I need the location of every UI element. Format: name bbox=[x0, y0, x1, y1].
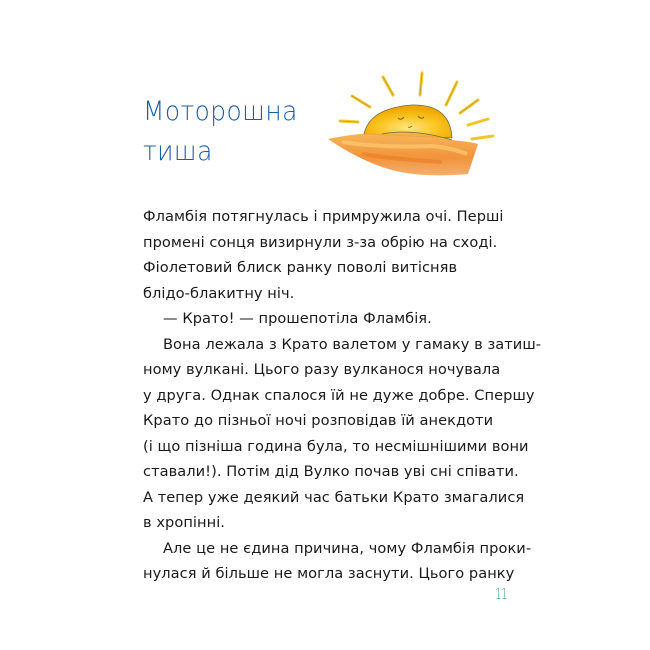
text-line: Фіолетовий блиск ранку поволі витісняв bbox=[143, 259, 458, 276]
text-line: Крато до пізньої ночі розповідав їй анекдоти bbox=[143, 412, 494, 429]
text-line: ставали!). Потім дід Вулко почав уві сні співати. bbox=[143, 463, 519, 480]
text-line: в хропінні. bbox=[143, 514, 225, 531]
page-number: 11 bbox=[495, 585, 507, 603]
text-line: ному вулкані. Цього разу вулканося ночувала bbox=[143, 361, 501, 378]
text-line: А тепер уже деякий час батьки Крато змагалися bbox=[143, 488, 525, 506]
story-text bbox=[143, 204, 542, 587]
text-line: Фламбія потягнулась і примружила очі. Перші bbox=[143, 208, 504, 225]
text-line: Але це не єдина причина, чому Фламбія проки- bbox=[163, 539, 532, 557]
sun-illustration bbox=[322, 62, 522, 182]
text-line: у друга. Однак спалося їй не дуже добре. Спершу bbox=[143, 386, 535, 404]
text-line: — Крато! — прошепотіла Фламбія. bbox=[163, 310, 432, 327]
text-line: (і що пізніша година була, то несмішнішими вони bbox=[143, 437, 529, 455]
chapter-title bbox=[143, 92, 298, 172]
text-line: промені сонця визирнули з-за обрію на сході. bbox=[143, 233, 498, 251]
chapter-title-line-1: Моторошна bbox=[143, 96, 298, 127]
text-line: Вона лежала з Крато валетом у гамаку в затиш- bbox=[163, 335, 542, 353]
chapter-title-line-2: тиша bbox=[143, 136, 213, 167]
sun-icon bbox=[322, 62, 522, 182]
text-line: блідо-блакитну ніч. bbox=[143, 284, 295, 302]
text-line: нулася й більше не могла заснути. Цього ранку bbox=[143, 565, 515, 582]
